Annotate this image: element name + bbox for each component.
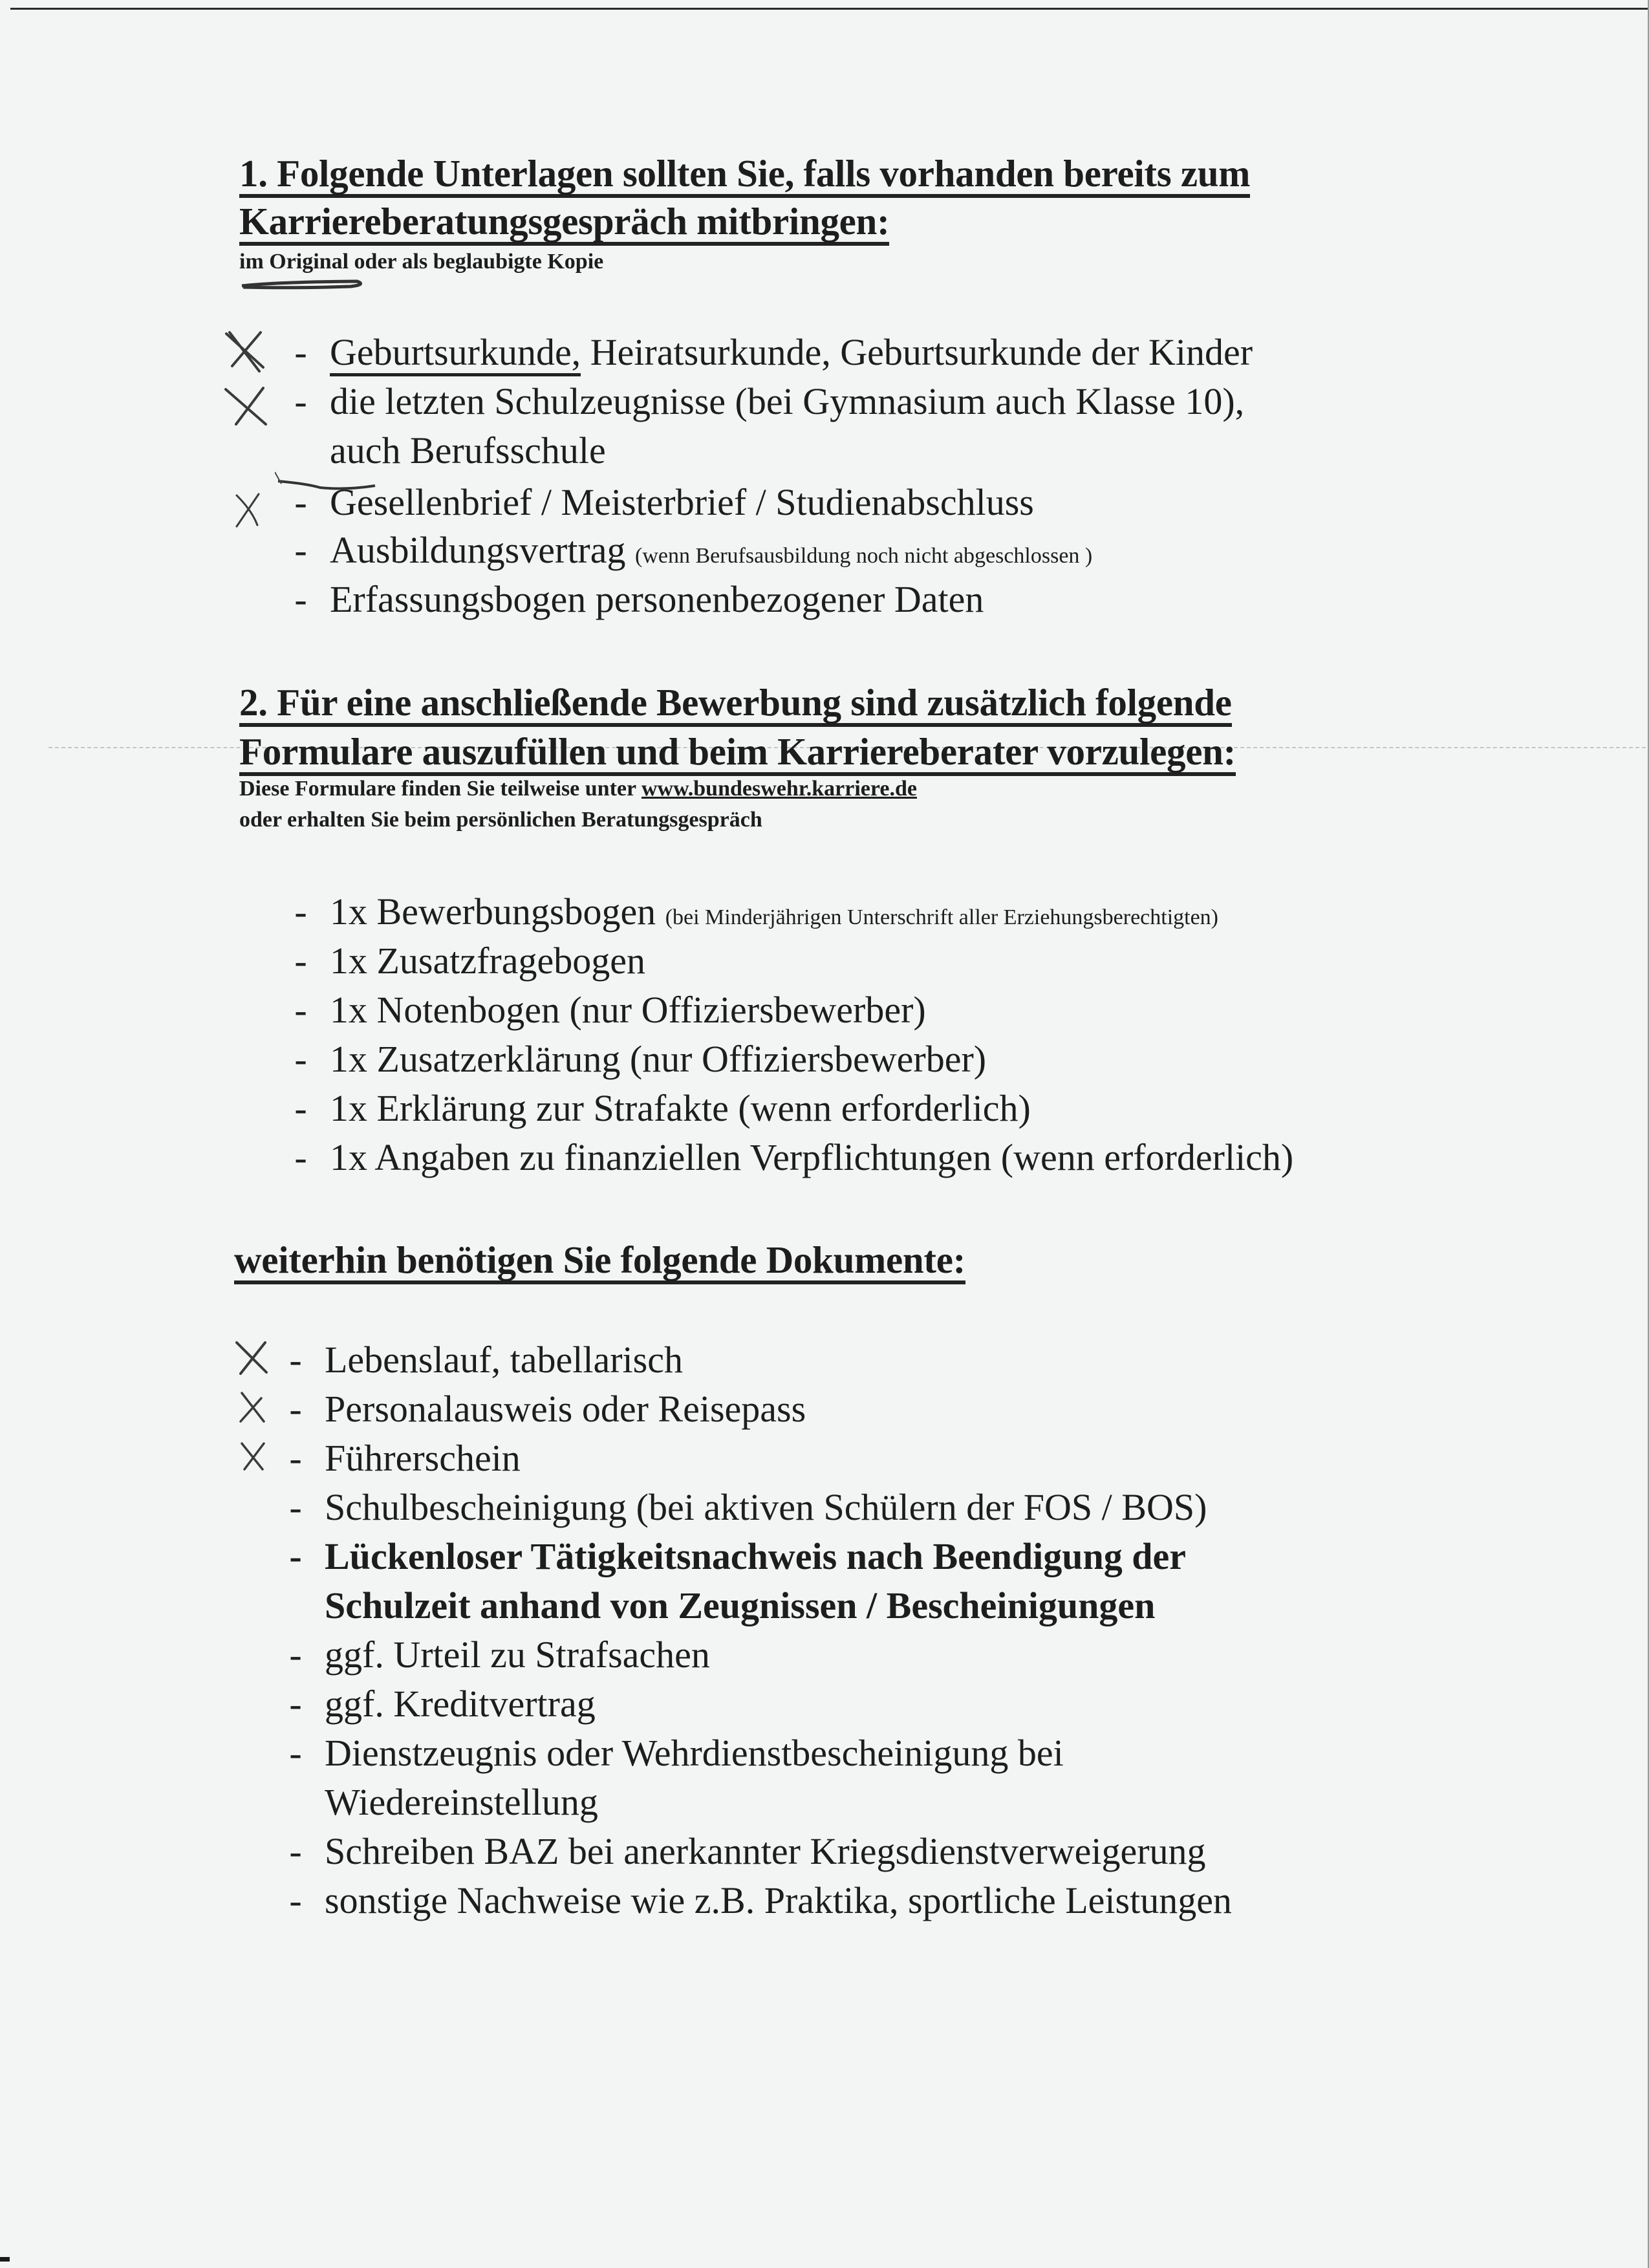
bullet-dash: - (289, 1830, 302, 1872)
item-text: die letzten Schulzeugnisse (bei Gymnasium auch Klasse 10), (330, 380, 1245, 422)
section-3-item-5-continuation (279, 1582, 1443, 1630)
item-text: Schulzeit anhand von Zeugnissen / Bescheinigungen (325, 1584, 1156, 1626)
section-3-item-8-continuation (279, 1778, 1443, 1826)
item-text: Wiedereinstellung (325, 1781, 598, 1823)
section-1-item-2 (285, 378, 1449, 426)
section-3-item-9 (279, 1828, 1443, 1875)
section-3-item-10 (279, 1877, 1443, 1925)
item-text: ggf. Kreditvertrag (325, 1683, 596, 1725)
section-1-item-5 (285, 576, 1449, 623)
section-2-item-3 (285, 986, 1449, 1034)
check-mark-icon (239, 1441, 266, 1473)
section-2-heading-line2: Formulare auszufüllen und beim Karriereberater vorzulegen: (239, 728, 1236, 776)
item-note: (wenn Berufsausbildung noch nicht abgeschlossen ) (635, 544, 1093, 568)
bullet-dash: - (289, 1339, 302, 1381)
item-note: (bei Minderjährigen Unterschrift aller Erziehungsberechtigten) (665, 905, 1218, 929)
bullet-dash: - (294, 380, 307, 422)
bullet-dash: - (289, 1683, 302, 1725)
item-text: Lebenslauf, tabellarisch (325, 1339, 683, 1381)
section-2-note-line1: Diese Formulare finden Sie teilweise unter www.bundeswehr.karriere.de (239, 777, 917, 801)
item-text: Schulbescheinigung (bei aktiven Schülern der FOS / BOS) (325, 1486, 1207, 1528)
item-text: 1x Zusatzfragebogen (330, 940, 645, 982)
bullet-dash: - (294, 481, 307, 523)
underlined-text: Geburtsurkunde, (330, 331, 581, 376)
bullet-dash: - (294, 1136, 307, 1178)
section-1-heading-line2: Karriereberatungsgespräch mitbringen: (239, 198, 889, 246)
section-3-heading: weiterhin benötigen Sie folgende Dokumente: (234, 1237, 965, 1284)
bullet-dash: - (289, 1879, 302, 1921)
section-2-item-2 (285, 937, 1449, 985)
item-text: Erfassungsbogen personenbezogener Daten (330, 578, 984, 620)
item-text: 1x Zusatzerklärung (nur Offiziersbewerber) (330, 1038, 987, 1080)
section-3-item-6 (279, 1631, 1443, 1679)
section-3-item-5 (279, 1533, 1443, 1581)
item-text: Ausbildungsvertrag (330, 529, 626, 571)
section-3-item-1 (279, 1336, 1443, 1384)
bullet-dash: - (289, 1388, 302, 1430)
item-text: Personalausweis oder Reisepass (325, 1388, 806, 1430)
handwritten-underline-icon (241, 278, 370, 291)
item-text: Führerschein (325, 1437, 521, 1479)
section-3-item-4 (279, 1484, 1443, 1531)
check-mark-icon (234, 1340, 270, 1376)
item-text: ggf. Urteil zu Strafsachen (325, 1634, 710, 1676)
bullet-dash: - (294, 529, 307, 571)
section-3-item-7 (279, 1680, 1443, 1728)
section-1-item-4 (285, 526, 1449, 574)
section-2-item-1 (285, 888, 1449, 936)
section-1-note: im Original oder als beglaubigte Kopie (239, 250, 604, 274)
bullet-dash: - (289, 1732, 302, 1774)
section-2-item-5 (285, 1085, 1449, 1132)
bullet-dash: - (289, 1486, 302, 1528)
section-1-heading-line1: 1. Folgende Unterlagen sollten Sie, falls vorhanden bereits zum (239, 150, 1250, 198)
bullet-dash: - (294, 989, 307, 1031)
check-mark-icon (223, 384, 268, 429)
check-mark-icon (223, 329, 268, 374)
bullet-dash: - (294, 1087, 307, 1129)
scan-edge-corner (0, 2257, 10, 2262)
item-text: 1x Notenbogen (nur Offiziersbewerber) (330, 989, 926, 1031)
bullet-dash: - (294, 578, 307, 620)
item-text: 1x Erklärung zur Strafakte (wenn erforderlich) (330, 1087, 1031, 1129)
section-1-item-1 (285, 329, 1449, 376)
bullet-dash: - (289, 1634, 302, 1676)
section-3-item-3 (279, 1434, 1443, 1482)
item-text: auch Berufsschule (330, 429, 606, 471)
bullet-dash: - (294, 331, 307, 373)
bullet-dash: - (289, 1535, 302, 1577)
section-2-heading-line1: 2. Für eine anschließende Bewerbung sind zusätzlich folgende (239, 679, 1232, 727)
check-mark-icon (233, 491, 262, 529)
section-2-note-line2: oder erhalten Sie beim persönlichen Beratungsgespräch (239, 808, 762, 832)
website-link[interactable]: www.bundeswehr.karriere.de (641, 777, 917, 801)
item-text: 1x Bewerbungsbogen (330, 891, 656, 933)
section-3-item-2 (279, 1385, 1443, 1433)
item-text: 1x Angaben zu finanziellen Verpflichtungen (wenn erforderlich) (330, 1136, 1294, 1178)
bullet-dash: - (289, 1437, 302, 1479)
bullet-dash: - (294, 940, 307, 982)
section-3-item-8 (279, 1729, 1443, 1777)
check-mark-icon (238, 1390, 267, 1424)
section-2-item-4 (285, 1035, 1449, 1083)
bullet-dash: - (294, 891, 307, 933)
item-text: Gesellenbrief / Meisterbrief / Studienabschluss (330, 481, 1034, 523)
item-text: Dienstzeugnis oder Wehrdienstbescheinigung bei (325, 1732, 1064, 1774)
item-text-rest: Heiratsurkunde, Geburtsurkunde der Kinder (590, 331, 1253, 373)
bullet-dash: - (294, 1038, 307, 1080)
section-1-item-3 (285, 479, 1449, 526)
scan-edge-top (10, 8, 1649, 10)
section-1-item-2-continuation (285, 427, 1449, 475)
section-2-item-6 (285, 1134, 1513, 1182)
item-text: Lückenloser Tätigkeitsnachweis nach Beendigung der (325, 1535, 1187, 1577)
item-text: Schreiben BAZ bei anerkannter Kriegsdienstverweigerung (325, 1830, 1206, 1872)
item-text: sonstige Nachweise wie z.B. Praktika, sportliche Leistungen (325, 1879, 1232, 1921)
